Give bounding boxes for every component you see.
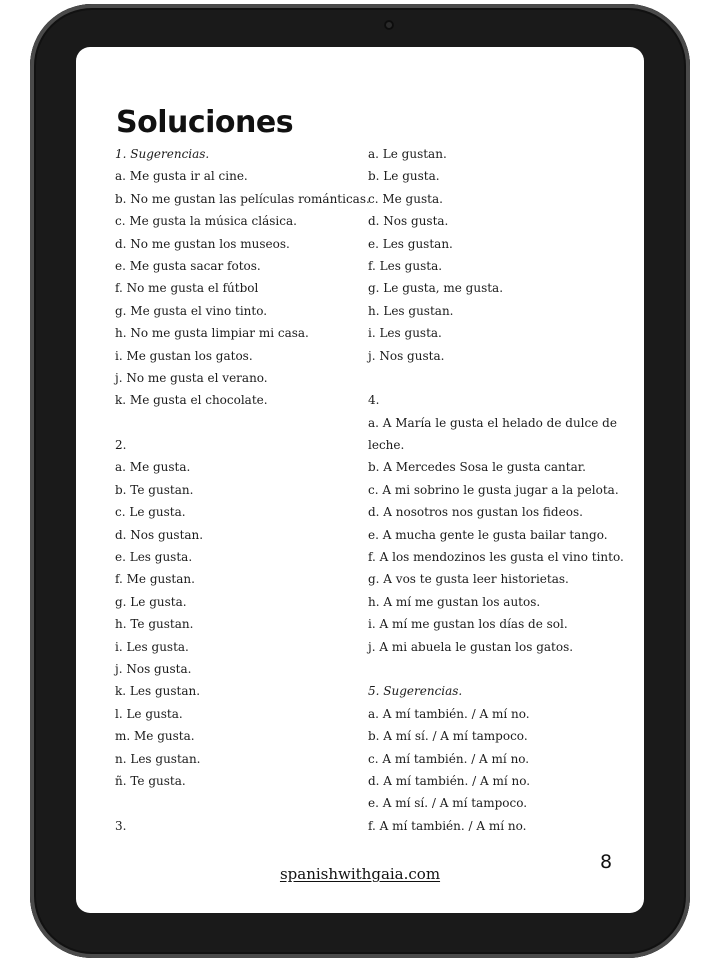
answer-line: j. Nos gusta. (368, 348, 445, 363)
section-heading-4: 4. (368, 393, 380, 408)
answer-line: j. No me gusta el verano. (115, 370, 268, 385)
page-number: 8 (600, 851, 613, 873)
spacer (115, 792, 365, 814)
section-heading-3: 3. (115, 818, 127, 833)
answer-line: f. Me gustan. (115, 572, 195, 587)
answer-line: d. Nos gusta. (368, 214, 449, 229)
answer-line: i. A mí me gustan los días de sol. (368, 617, 568, 632)
answer-line: j. A mi abuela le gustan los gatos. (368, 639, 574, 654)
spacer (368, 658, 618, 680)
spacer (115, 412, 365, 434)
answer-line: a. A mí también. / A mí no. (368, 706, 530, 721)
answer-line: h. Les gustan. (368, 303, 454, 318)
answer-line: a. A María le gusta el helado de dulce de leche. (368, 415, 617, 453)
answer-line: k. Me gusta el chocolate. (115, 393, 268, 408)
answer-line: f. A mí también. / A mí no. (368, 818, 527, 833)
answer-line: g. Le gusta. (115, 594, 187, 609)
website-link[interactable]: spanishwithgaia.com (279, 865, 441, 883)
answer-line: g. Le gusta, me gusta. (368, 281, 504, 296)
answer-line: c. A mi sobrino le gusta jugar a la pelota. (368, 482, 619, 497)
answer-line: g. Me gusta el vino tinto. (115, 303, 268, 318)
answer-line: b. Te gustan. (115, 482, 194, 497)
answer-line: d. A nosotros nos gustan los fideos. (368, 505, 583, 520)
answer-line: b. A Mercedes Sosa le gusta cantar. (368, 460, 586, 475)
answer-line: c. A mí también. / A mí no. (368, 751, 530, 766)
answer-line: h. No me gusta limpiar mi casa. (115, 326, 309, 341)
answer-line: h. A mí me gustan los autos. (368, 594, 541, 609)
front-camera (384, 20, 394, 30)
answer-line: j. Nos gusta. (115, 661, 192, 676)
answer-line: b. No me gustan las películas románticas. (115, 191, 370, 206)
answer-line: f. No me gusta el fútbol (115, 281, 259, 296)
answer-line: e. Les gusta. (115, 550, 193, 565)
section-heading-1: 1. Sugerencias. (115, 147, 210, 161)
answer-line: l. Le gusta. (115, 706, 183, 721)
answer-line: f. Les gusta. (368, 258, 443, 273)
answer-line: i. Les gusta. (115, 639, 189, 654)
answer-line: f. A los mendozinos les gusta el vino tinto. (368, 550, 624, 565)
answer-line: h. Te gustan. (115, 617, 194, 632)
right-column (368, 143, 624, 837)
answer-line: b. A mí sí. / A mí tampoco. (368, 729, 528, 744)
section-heading-2: 2. (115, 438, 127, 453)
answer-line: e. A mí sí. / A mí tampoco. (368, 796, 528, 811)
answer-line: c. Le gusta. (115, 505, 186, 520)
answer-line: ñ. Te gusta. (115, 773, 186, 788)
page-title: Soluciones (116, 105, 294, 140)
answer-line: i. Les gusta. (368, 326, 442, 341)
answer-line: g. A vos te gusta leer historietas. (368, 572, 569, 587)
answer-line: b. Le gusta. (368, 169, 440, 184)
answer-line: e. Les gustan. (368, 236, 453, 251)
answer-line: a. Le gustan. (368, 147, 447, 161)
answer-line: d. No me gustan los museos. (115, 236, 290, 251)
answer-line: i. Me gustan los gatos. (115, 348, 253, 363)
answer-line: k. Les gustan. (115, 684, 201, 699)
answer-line: c. Me gusta la música clásica. (115, 214, 297, 229)
left-column (115, 143, 370, 837)
answer-line: a. Me gusta. (115, 460, 191, 475)
answer-line: d. Nos gustan. (115, 527, 204, 542)
answer-line: a. Me gusta ir al cine. (115, 169, 248, 184)
spacer (368, 367, 618, 389)
section-heading-5: 5. Sugerencias. (368, 684, 463, 699)
answer-line: m. Me gusta. (115, 729, 195, 744)
answer-line: e. A mucha gente le gusta bailar tango. (368, 527, 608, 542)
answer-line: n. Les gustan. (115, 751, 201, 766)
answer-line: e. Me gusta sacar fotos. (115, 258, 261, 273)
answer-line: c. Me gusta. (368, 191, 443, 206)
answer-line: d. A mí también. / A mí no. (368, 773, 531, 788)
document-page (76, 47, 644, 913)
